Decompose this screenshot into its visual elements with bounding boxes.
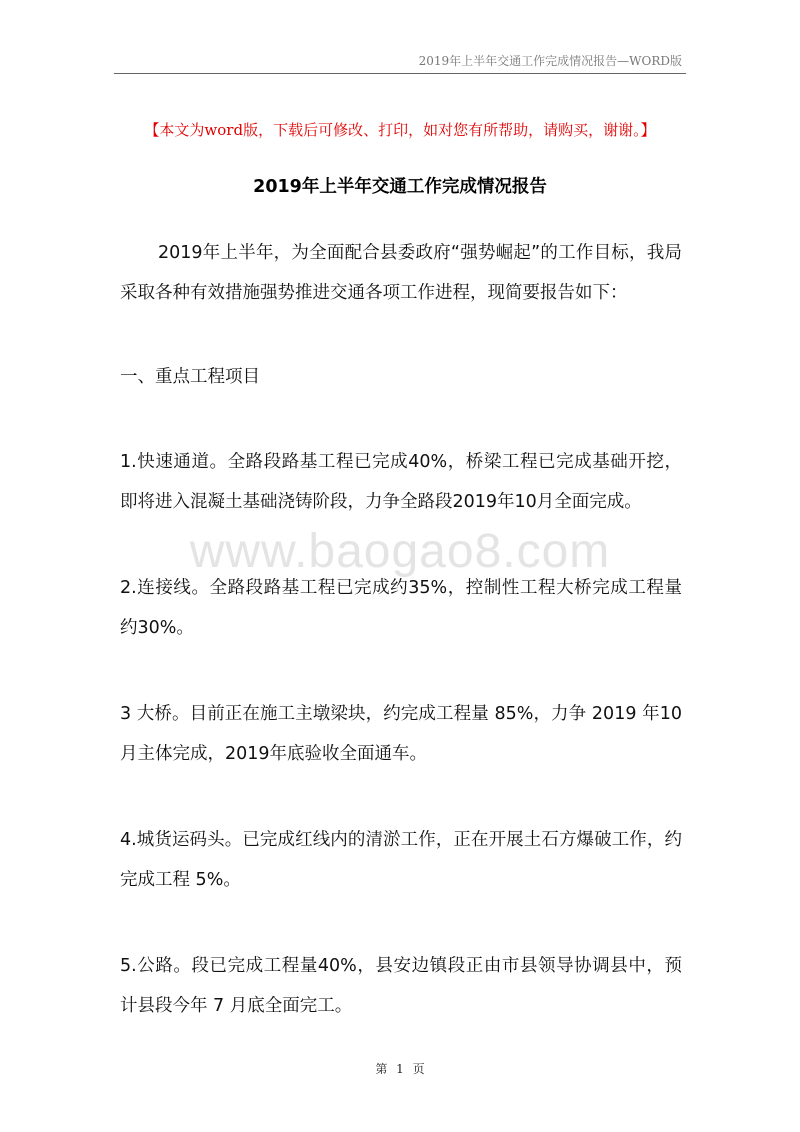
- document-title: 2019年上半年交通工作完成情况报告: [253, 177, 547, 197]
- list-item: 1.快速通道。全路段路基工程已完成40%，桥梁工程已完成基础开挖，即将进入混凝土基础浇铸阶段，力争全路段2019年10月全面完成。: [120, 452, 682, 512]
- download-notice: 【本文为word版，下载后可修改、打印，如对您有所帮助，请购买，谢谢。】: [144, 121, 656, 139]
- page-prefix: 第: [375, 1062, 388, 1076]
- watermark: www.baogao8.com: [189, 525, 611, 578]
- intro-paragraph: 2019年上半年，为全面配合县委政府“强势崛起”的工作目标，我局采取各种有效措施强势推进交通各项工作进程，现简要报告如下：: [120, 243, 682, 303]
- page-footer: [0, 1060, 800, 1077]
- list-item: 5.公路。段已完成工程量40%，县安边镇段正由市县领导协调县中，预计县段今年 7 月底全面完工。: [120, 956, 682, 1016]
- header-divider: [114, 73, 686, 74]
- running-header: 2019年上半年交通工作完成情况报告—WORD版: [418, 54, 682, 68]
- list-item: 3 大桥。目前正在施工主墩梁块，约完成工程量 85%，力争 2019 年10月主体完成，2019年底验收全面通车。: [120, 704, 682, 764]
- list-item: 2.连接线。全路段路基工程已完成约35%，控制性工程大桥完成工程量约30%。: [120, 578, 682, 638]
- page-number: 1: [396, 1062, 404, 1076]
- section-heading: 一、重点工程项目: [120, 367, 260, 387]
- list-item: 4.城货运码头。已完成红线内的清淤工作，正在开展土石方爆破工作，约完成工程 5%。: [120, 830, 682, 890]
- page-suffix: 页: [412, 1062, 425, 1076]
- document-body: [120, 233, 682, 1026]
